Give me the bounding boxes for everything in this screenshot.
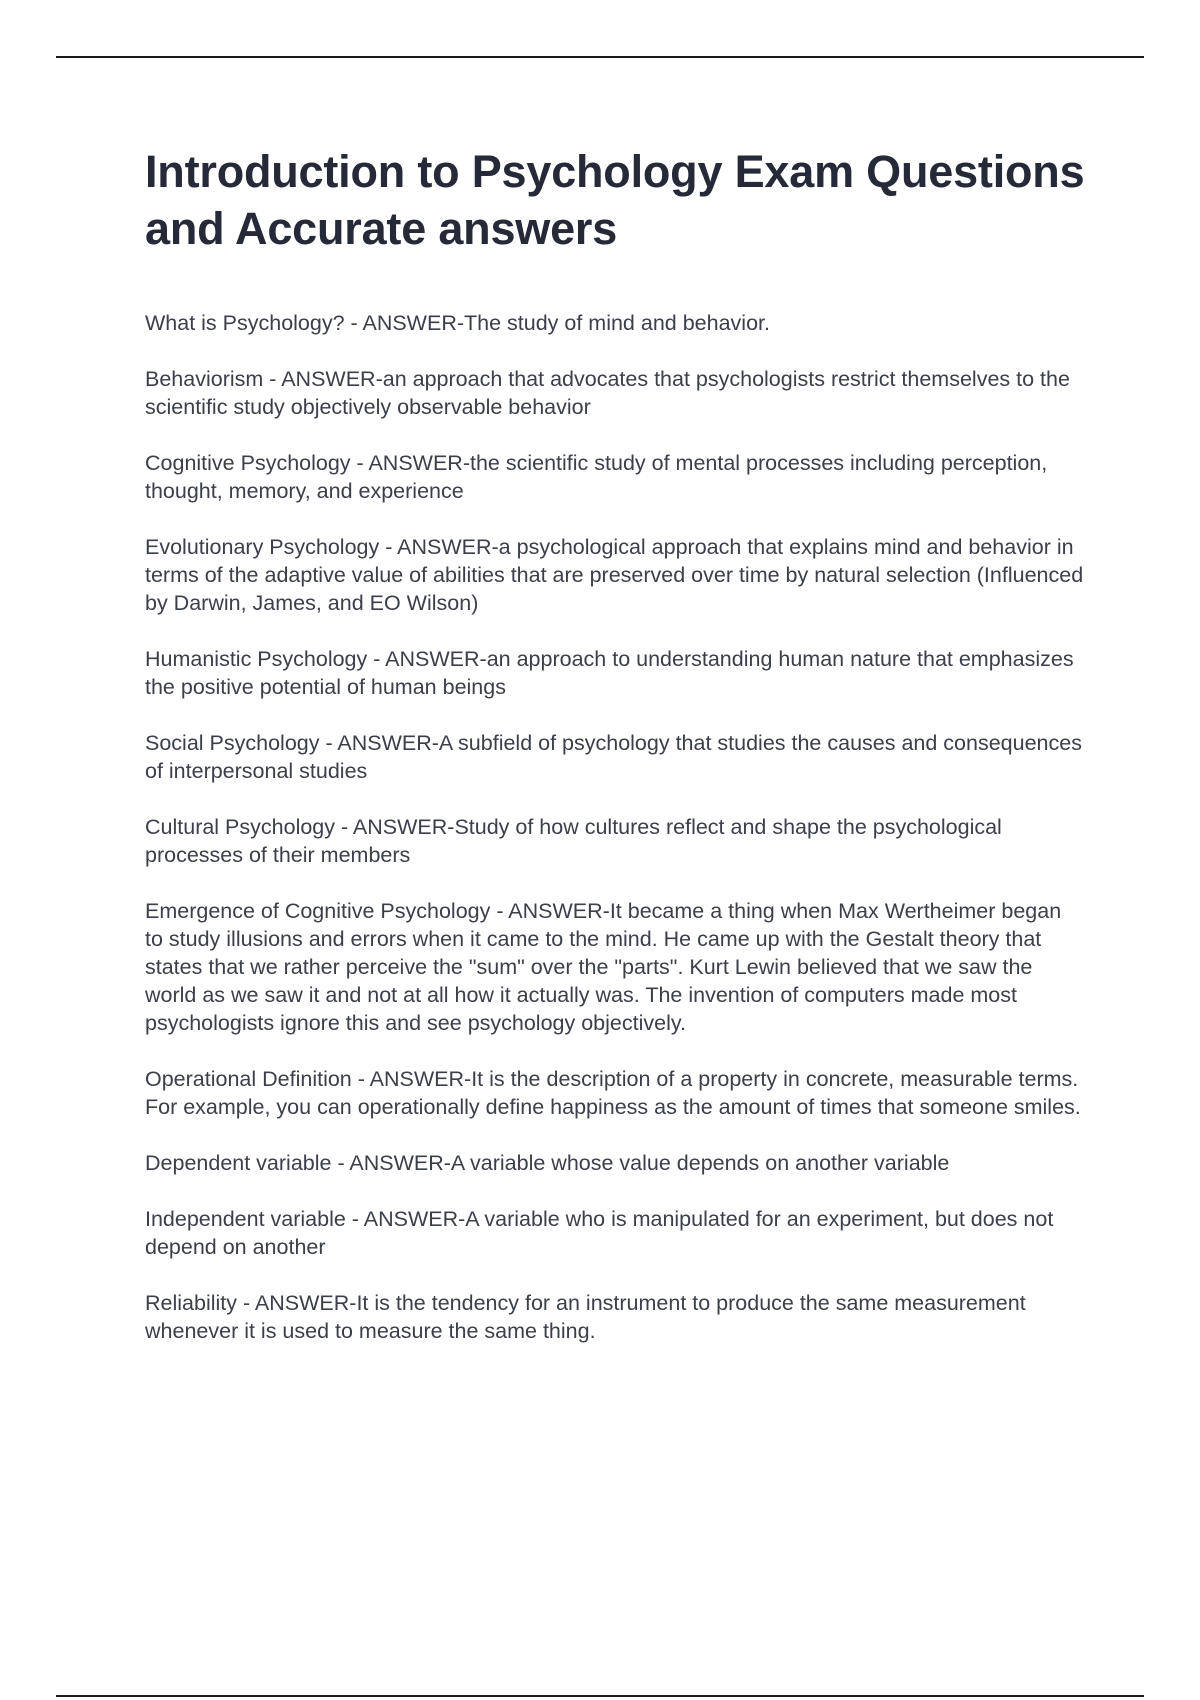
qa-item: Emergence of Cognitive Psychology - ANSWER-It became a thing when Max Wertheimer began to study illusions and errors when it came to the mind. He came up with the Gestalt theory that states that we rather perceive the "sum" over the "parts". Kurt Lewin believed that we saw the world as we saw it and not at all how it actually was. The invention of computers made most psychologists ignore this and see psychology objectively.: [145, 899, 1062, 1035]
qa-item: Reliability - ANSWER-It is the tendency for an instrument to produce the same measurement whenever it is used to measure the same thing.: [145, 1291, 1026, 1343]
qa-item: Humanistic Psychology - ANSWER-an approach to understanding human nature that emphasizes the positive potential of human beings: [145, 647, 1074, 699]
document-title: Introduction to Psychology Exam Questions and Accurate answers: [145, 146, 1085, 254]
qa-item: Cultural Psychology - ANSWER-Study of how cultures reflect and shape the psychological processes of their members: [145, 815, 1002, 867]
qa-item: Social Psychology - ANSWER-A subfield of psychology that studies the causes and consequences of interpersonal studies: [145, 731, 1082, 783]
bottom-rule: [56, 1695, 1144, 1697]
qa-item: Independent variable - ANSWER-A variable who is manipulated for an experiment, but does not depend on another: [145, 1207, 1054, 1259]
qa-list: [145, 309, 1085, 1345]
qa-item: Cognitive Psychology - ANSWER-the scientific study of mental processes including perception, thought, memory, and experience: [145, 451, 1048, 503]
qa-item: Behaviorism - ANSWER-an approach that advocates that psychologists restrict themselves to the scientific study objectively observable behavior: [145, 367, 1070, 419]
qa-item: What is Psychology? - ANSWER-The study of mind and behavior.: [145, 311, 770, 335]
qa-item: Operational Definition - ANSWER-It is the description of a property in concrete, measurable terms. For example, you can operationally define happiness as the amount of times that someone smiles.: [145, 1067, 1081, 1119]
qa-item: Dependent variable - ANSWER-A variable whose value depends on another variable: [145, 1151, 950, 1175]
document-body: [145, 143, 1085, 1373]
top-rule: [56, 56, 1144, 58]
qa-item: Evolutionary Psychology - ANSWER-a psychological approach that explains mind and behavior in terms of the adaptive value of abilities that are preserved over time by natural selection (Influenced by Darwin, James, and EO Wilson): [145, 535, 1084, 615]
